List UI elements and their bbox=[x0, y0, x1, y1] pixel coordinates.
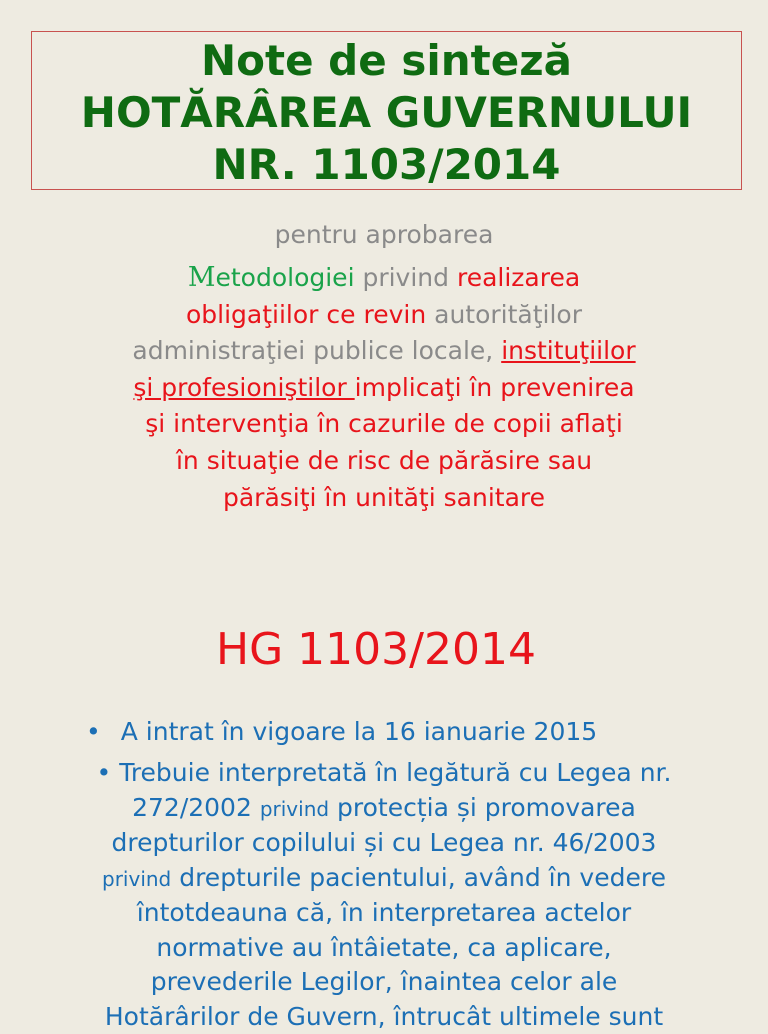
institutiilor-link[interactable]: instituţiilor bbox=[501, 336, 635, 365]
bullet-item-2-text-1: Trebuie interpretată în legătură cu Legea nr. bbox=[119, 758, 671, 787]
bullet-item-2-line-3: drepturilor copilului și cu Legea nr. 46/2003 bbox=[0, 826, 768, 861]
profesionistilor-link[interactable]: şi profesioniştilor bbox=[133, 373, 354, 402]
description-line-6: în situaţie de risc de părăsire sau bbox=[0, 443, 768, 480]
bullet-item-1-text: A intrat în vigoare la 16 ianuarie 2015 bbox=[121, 717, 597, 746]
title-line-3: NR. 1103/2014 bbox=[32, 139, 741, 191]
bullet-item-2-line-7: prevederile Legilor, înaintea celor ale bbox=[0, 965, 768, 1000]
law-272-text: 272/2002 bbox=[132, 793, 260, 822]
drepturile-pacientului-text: drepturile pacientului, având în vedere bbox=[171, 863, 666, 892]
metodologiei-initial: M bbox=[188, 262, 216, 293]
privind-text: privind bbox=[355, 263, 457, 292]
title-line-2: HOTĂRÂREA GUVERNULUI bbox=[32, 87, 741, 139]
bullet-item-2-line-4 bbox=[0, 861, 768, 897]
description-line-2 bbox=[0, 297, 768, 334]
bullet-item-2-line-8: Hotărârilor de Guvern, întrucât ultimele sunt bbox=[0, 1000, 768, 1034]
bullet-marker: • bbox=[86, 717, 101, 746]
administratiei-text: administraţiei publice locale, bbox=[132, 336, 501, 365]
protectia-text: protecția și promovarea bbox=[329, 793, 636, 822]
title-line-1: Note de sinteză bbox=[32, 35, 741, 87]
bullet-item-2-line-5: întotdeauna că, în interpretarea actelor bbox=[0, 896, 768, 931]
metodologiei-text bbox=[188, 263, 355, 292]
description-line-5: şi intervenţia în cazurile de copii aflaţi bbox=[0, 406, 768, 443]
description-line-4 bbox=[0, 370, 768, 407]
description-line-1 bbox=[0, 260, 768, 297]
bullet-item-2-line-6: normative au întâietate, ca aplicare, bbox=[0, 931, 768, 966]
description-line-3 bbox=[0, 333, 768, 370]
hg-heading: HG 1103/2014 bbox=[0, 622, 752, 678]
obligatiilor-text: obligaţiilor ce revin bbox=[186, 300, 426, 329]
description-line-7: părăsiţi în unităţi sanitare bbox=[0, 480, 768, 517]
bullet-item-1 bbox=[86, 715, 597, 750]
metodologiei-rest: etodologiei bbox=[215, 263, 354, 292]
privind-small-2: privind bbox=[102, 867, 171, 891]
autoritatilor-text: autorităţilor bbox=[426, 300, 582, 329]
privind-small-1: privind bbox=[260, 797, 329, 821]
subtitle: pentru aprobarea bbox=[0, 218, 768, 252]
bullet-marker: • bbox=[97, 758, 112, 787]
realizarea-text: realizarea bbox=[457, 263, 580, 292]
description bbox=[0, 260, 768, 516]
title-box bbox=[31, 31, 742, 190]
implicati-text: implicaţi în prevenirea bbox=[355, 373, 635, 402]
bullet-item-2 bbox=[0, 756, 768, 1034]
bullet-item-2-line-1 bbox=[0, 756, 768, 791]
bullet-item-2-line-2 bbox=[0, 791, 768, 827]
